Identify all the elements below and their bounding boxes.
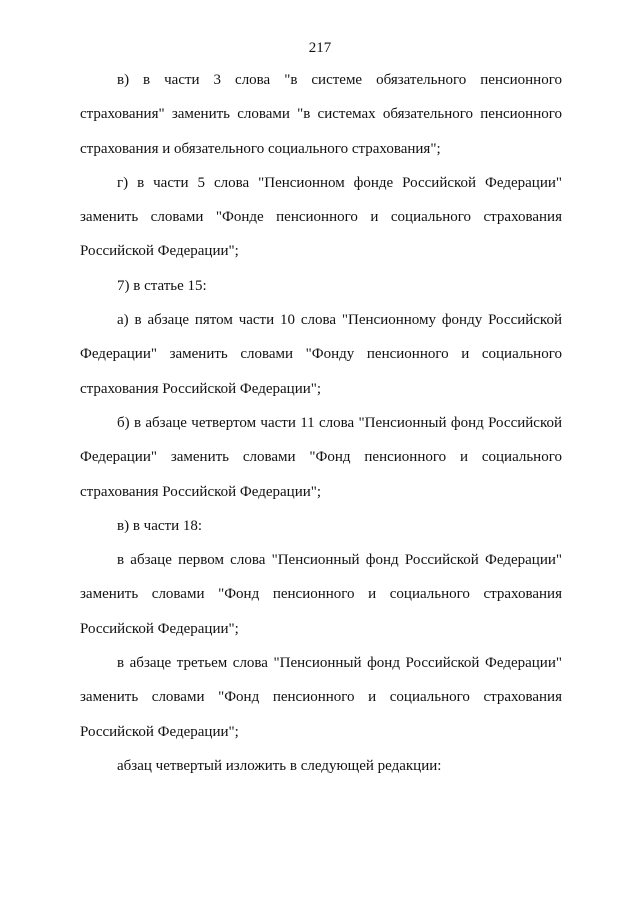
paragraph-v-part-3: в) в части 3 слова "в системе обязательного пенсионного страхования" заменить словами "в системах обязательного пенсионного страхования и обязательного социального страхования"; bbox=[80, 72, 562, 157]
paragraph-item-7-article-15: 7) в статье 15: bbox=[117, 277, 207, 294]
paragraph-first-abzac: в абзаце первом слова "Пенсионный фонд Российской Федерации" заменить словами "Фонд пенсионного и социального страхования Российской Федерации"; bbox=[80, 552, 562, 637]
paragraph-v-part-18: в) в части 18: bbox=[117, 517, 203, 534]
paragraph-g-part-5: г) в части 5 слова "Пенсионном фонде Российской Федерации" заменить словами "Фонде пенсионного и социального страхования Российской Федерации"; bbox=[80, 174, 562, 260]
paragraph-third-abzac: в абзаце третьем слова "Пенсионный фонд Российской Федерации" заменить словами "Фонд пенсионного и социального страхования Российской Федерации"; bbox=[80, 655, 562, 740]
document-body bbox=[80, 63, 562, 783]
paragraph-b-part-11: б) в абзаце четвертом части 11 слова "Пенсионный фонд Российской Федерации" заменить словами "Фонд пенсионного и социального страхования Российской Федерации"; bbox=[80, 414, 562, 500]
page-number: 217 bbox=[308, 40, 332, 56]
paragraph-a-part-10: а) в абзаце пятом части 10 слова "Пенсионному фонду Российской Федерации" заменить словами "Фонду пенсионного и социального страхования Российской Федерации"; bbox=[80, 312, 562, 397]
paragraph-fourth-abzac: абзац четвертый изложить в следующей редакции: bbox=[117, 757, 442, 774]
